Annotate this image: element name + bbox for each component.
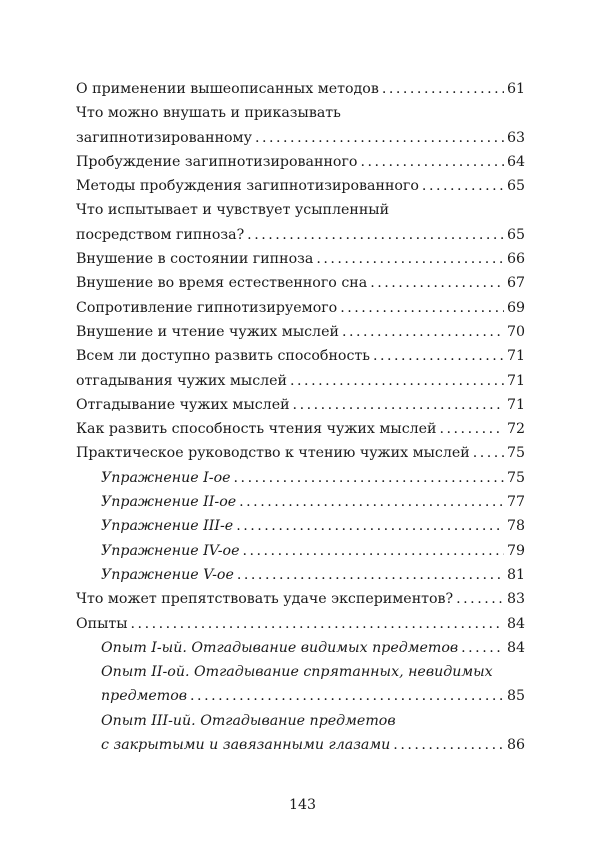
toc-subentry: [76, 539, 525, 563]
dot-leader: [234, 466, 504, 490]
dot-leader: [473, 441, 504, 465]
toc-entry-title: предметов: [101, 688, 188, 705]
toc-entry-line: [76, 77, 525, 101]
toc-subentry: [76, 709, 525, 758]
toc-page-number: 69: [506, 299, 525, 316]
table-of-contents: [76, 77, 525, 757]
toc-entry-title: Упражнение IV-ое: [101, 542, 240, 559]
toc-entry-line: [76, 393, 525, 417]
toc-subentry: [76, 636, 525, 660]
toc-subentry: [76, 563, 525, 587]
toc-entry: [76, 441, 525, 465]
toc-page-number: 67: [506, 275, 525, 292]
dot-leader: [393, 733, 504, 757]
toc-entry-line: [101, 514, 525, 538]
toc-subentry: [76, 466, 525, 490]
toc-entry-title: Сопротивление гипнотизируемого: [76, 299, 338, 316]
toc-entry: [76, 393, 525, 417]
toc-page-number: 63: [506, 129, 525, 146]
toc-entry-title: Всем ли доступно развить способность: [76, 348, 370, 365]
dot-leader: [131, 612, 504, 636]
toc-entry-line: [76, 320, 525, 344]
toc-entry-title: О применении вышеописанных методов: [76, 81, 379, 97]
toc-page-number: 84: [506, 615, 525, 632]
dot-leader: [382, 77, 504, 101]
toc-entry: [76, 101, 525, 150]
toc-entry: [76, 296, 525, 320]
toc-subentry: [76, 514, 525, 538]
toc-subentry: [76, 490, 525, 514]
toc-entry-title-line: Опыт III-ий. Отгадывание предметов: [101, 712, 396, 729]
toc-entry-title: Внушение и чтение чужих мыслей: [76, 323, 339, 340]
toc-page-number: 65: [506, 178, 525, 195]
toc-page-number: 81: [506, 566, 525, 583]
toc-entry-line: [76, 247, 525, 271]
dot-leader: [247, 223, 504, 247]
toc-entry-title: Внушение в состоянии гипноза: [76, 251, 314, 268]
dot-leader: [316, 247, 504, 271]
dot-leader: [360, 150, 504, 174]
toc-entry-title: Упражнение III-е: [101, 518, 234, 535]
toc-page-number: 65: [506, 226, 525, 243]
toc-page-number: 61: [506, 81, 525, 97]
toc-entry-title: Упражнение V-ое: [101, 566, 234, 583]
dot-leader: [242, 539, 503, 563]
dot-leader: [290, 369, 504, 393]
toc-entry: [76, 174, 525, 198]
toc-entry-title: Практическое руководство к чтению чужих мыслей: [76, 445, 470, 462]
dot-leader: [236, 514, 504, 538]
toc-entry-title: Методы пробуждения загипнотизированного: [76, 178, 419, 195]
dot-leader: [239, 490, 504, 514]
toc-entry-title: Упражнение II-ое: [101, 494, 237, 511]
toc-entry: [76, 612, 525, 636]
toc-entry-line: [101, 563, 525, 587]
toc-entry-title: Отгадывание чужих мыслей: [76, 396, 290, 413]
toc-entry-line: [76, 174, 525, 198]
toc-page-number: 66: [506, 251, 525, 268]
toc-entry-line: [101, 684, 525, 708]
toc-entry-line: [101, 490, 525, 514]
toc-entry-title: Пробуждение загипнотизированного: [76, 153, 358, 170]
toc-entry-title: отгадывания чужих мыслей: [76, 372, 288, 389]
toc-entry-title: с закрытыми и завязанными глазами: [101, 737, 391, 754]
toc-entry-line: [101, 733, 525, 757]
toc-page-number: 86: [506, 737, 525, 754]
dot-leader: [342, 320, 504, 344]
toc-entry-line: [76, 296, 525, 320]
dot-leader: [293, 393, 504, 417]
toc-entry-line: [101, 539, 525, 563]
toc-page-number: 77: [506, 494, 525, 511]
toc-entry-title: Как развить способность чтения чужих мыслей: [76, 421, 437, 438]
toc-entry-title: Что может препятствовать удаче экспериментов?: [76, 591, 454, 608]
toc-entry: [76, 271, 525, 295]
toc-entry: [76, 77, 525, 101]
toc-entry-line: [76, 417, 525, 441]
toc-entry-line: [76, 344, 525, 368]
dot-leader: [456, 587, 504, 611]
toc-entry-line: [76, 369, 525, 393]
toc-entry-title-line: Что можно внушать и приказывать: [76, 105, 341, 122]
toc-entry-line: [76, 150, 525, 174]
toc-entry-line: [101, 636, 525, 660]
dot-leader: [255, 126, 504, 150]
dot-leader: [237, 563, 504, 587]
toc-page-number: 70: [506, 323, 525, 340]
toc-page-number: 71: [506, 372, 525, 389]
toc-entry: [76, 150, 525, 174]
toc-entry-line: [76, 587, 525, 611]
toc-page-number: 64: [506, 153, 525, 170]
toc-page-number: 71: [506, 348, 525, 365]
toc-entry: [76, 369, 525, 393]
toc-entry: [76, 247, 525, 271]
toc-entry-line: [76, 612, 525, 636]
toc-page-number: 83: [506, 591, 525, 608]
toc-page-number: 75: [506, 445, 525, 462]
toc-entry-line: [101, 466, 525, 490]
toc-page-number: 71: [506, 396, 525, 413]
toc-entry-line: [76, 441, 525, 465]
toc-entry-line: [76, 126, 525, 150]
toc-entry-title: Опыт I-ый. Отгадывание видимых предметов: [101, 639, 459, 656]
dot-leader: [370, 271, 504, 295]
toc-page-number: 75: [506, 469, 525, 486]
toc-entry-title-line: Что испытывает и чувствует усыпленный: [76, 202, 390, 219]
toc-entry-title: Упражнение I-ое: [101, 469, 231, 486]
dot-leader: [340, 296, 504, 320]
toc-entry-title-line: Опыт II-ой. Отгадывание спрятанных, невидимых: [101, 664, 493, 681]
toc-page-number: 79: [506, 542, 525, 559]
toc-entry: [76, 587, 525, 611]
toc-entry: [76, 320, 525, 344]
toc-entry-title: посредством гипноза?: [76, 226, 245, 243]
dot-leader: [373, 344, 504, 368]
toc-page-number: 84: [506, 639, 525, 656]
page-number: 143: [288, 797, 317, 813]
toc-entry-title: Внушение во время естественного сна: [76, 275, 368, 292]
dot-leader: [461, 636, 504, 660]
toc-entry-line: [76, 271, 525, 295]
toc-entry-line: [76, 223, 525, 247]
toc-entry-title: Опыты: [76, 615, 128, 632]
toc-page-number: 85: [506, 688, 525, 705]
toc-entry: [76, 417, 525, 441]
dot-leader: [422, 174, 504, 198]
toc-page-number: 72: [506, 421, 525, 438]
dot-leader: [440, 417, 504, 441]
toc-entry: [76, 344, 525, 368]
toc-entry-title: загипнотизированному: [76, 129, 252, 146]
dot-leader: [190, 684, 504, 708]
toc-page-number: 78: [506, 518, 525, 535]
toc-subentry: [76, 660, 525, 709]
toc-entry: [76, 198, 525, 247]
